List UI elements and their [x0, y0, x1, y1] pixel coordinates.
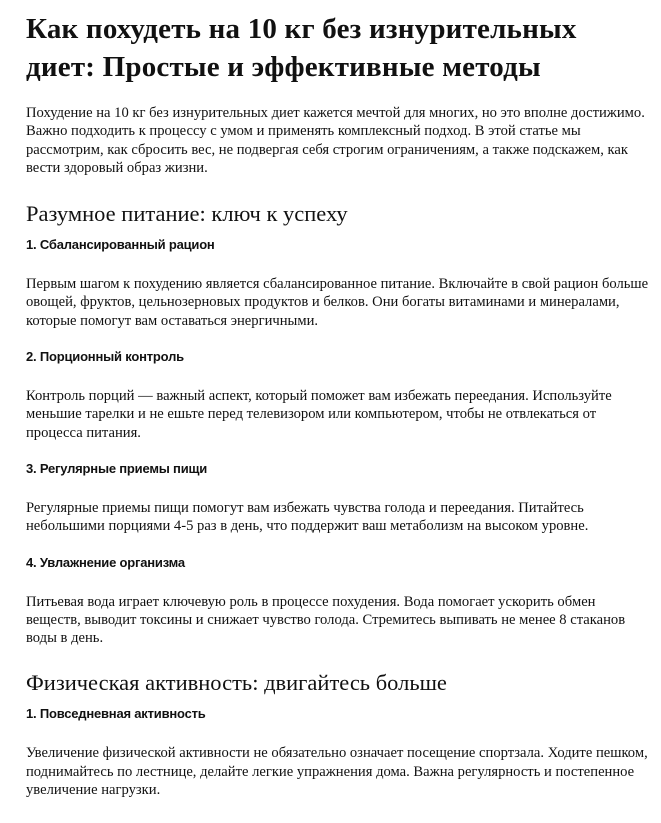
section-heading-physical-activity: Физическая активность: двигайтесь больше — [26, 670, 447, 696]
article-intro: Похудение на 10 кг без изнурительных диет кажется мечтой для многих, но это вполне достижимо. Важно подходить к процессу с умом и применять комплексный подход. В этой статье мы рассмотрим, как сбросить вес, не подвергая себя строгим ограничениям, а также подскажем, как вести здоровый образ жизни. — [26, 105, 645, 176]
subsection-text-hydration: Питьевая вода играет ключевую роль в процессе похудения. Вода помогает ускорить обмен веществ, выводит токсины и снижает чувство голода. Стремитесь выпивать не менее 8 стаканов воды в день. — [26, 593, 626, 647]
section-heading-nutrition: Разумное питание: ключ к успеху — [26, 201, 348, 227]
subsection-text-daily-activity: Увеличение физической активности не обязательно означает посещение спортзала. Ходите пешком, поднимайтесь по лестнице, делайте легкие упражнения дома. Важна регулярность и постепенное увеличение нагрузки. — [26, 745, 648, 799]
subsection-heading-regular-meals: 3. Регулярные приемы пищи — [26, 460, 208, 476]
subsection-text-balanced-diet: Первым шагом к похудению является сбалансированное питание. Включайте в свой рацион больше овощей, фруктов, цельнозерновых продуктов и белков. Они богаты витаминами и минералами, которые помогут вам оставаться энергичными. — [26, 276, 649, 329]
subsection-heading-daily-activity: 1. Повседневная активность — [26, 706, 206, 722]
subsection-text-portion-control: Контроль порций — важный аспект, который поможет вам избежать переедания. Используйте меньшие тарелки и не ешьте перед телевизором или компьютером, чтобы не отвлекаться от процесса питания. — [26, 388, 612, 441]
subsection-heading-portion-control: 2. Порционный контроль — [26, 349, 184, 365]
subsection-heading-balanced-diet: 1. Сбалансированный рацион — [26, 237, 215, 253]
article-title: Как похудеть на 10 кг без изнурительных диет: Простые и эффективные методы — [26, 13, 577, 83]
subsection-heading-hydration: 4. Увлажнение организма — [26, 554, 185, 570]
article — [26, 0, 650, 799]
subsection-text-regular-meals: Регулярные приемы пищи помогут вам избежать чувства голода и переедания. Питайтесь небольшими порциями 4-5 раз в день, что поддержит ваш метаболизм на высоком уровне. — [26, 499, 589, 535]
